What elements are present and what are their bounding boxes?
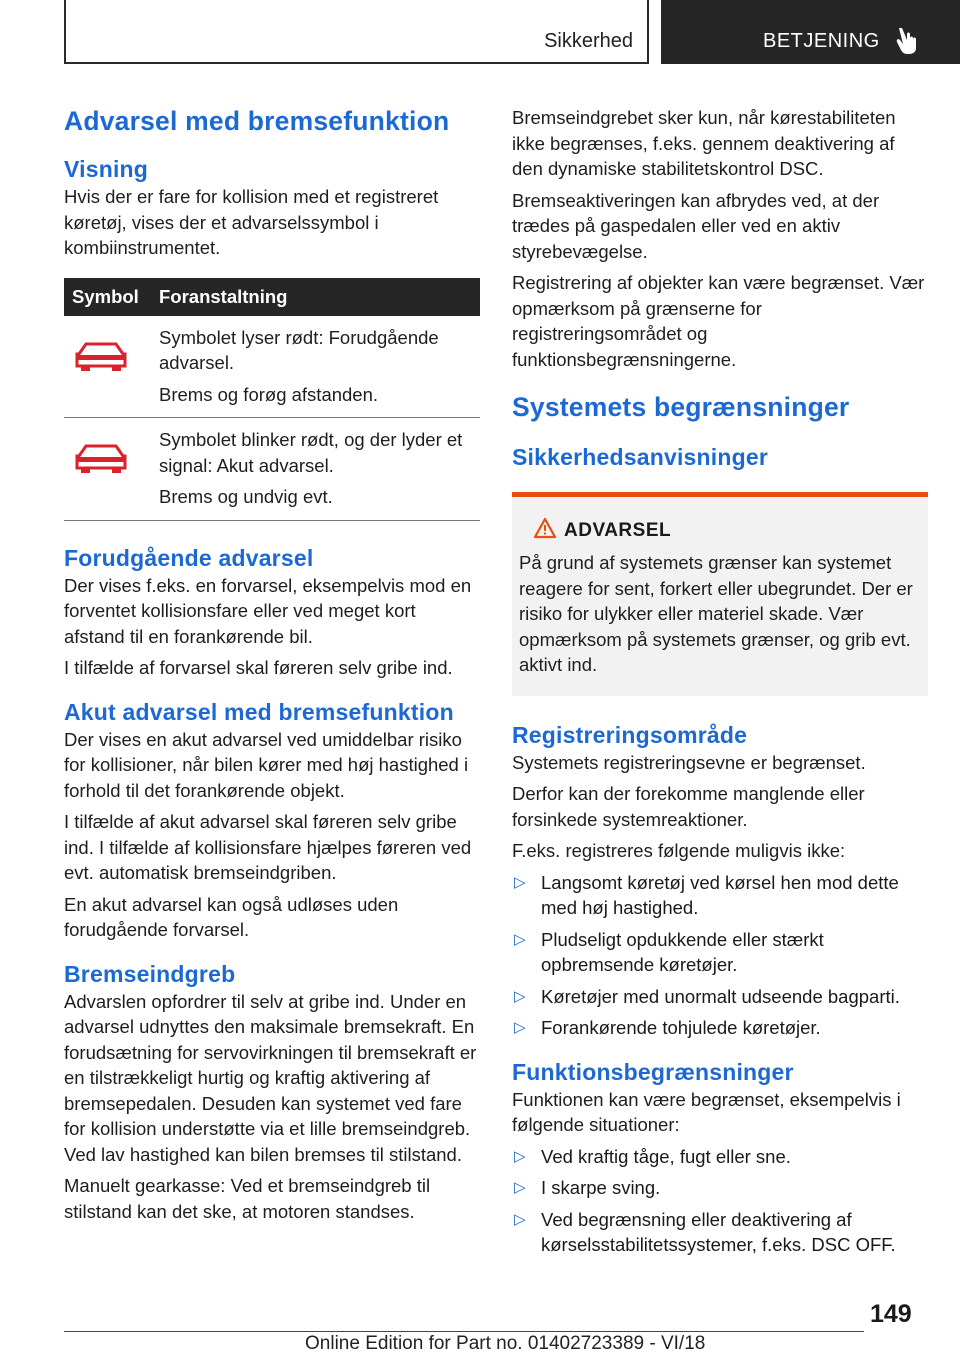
table-header-symbol: Symbol: [72, 285, 139, 307]
limits-title: Systemets begrænsninger: [512, 392, 850, 422]
page-title: Advarsel med bremsefunktion: [64, 106, 450, 136]
header-chapter-title: BETJENING: [763, 30, 880, 52]
bremseindgreb-p1: Advarslen opfordrer til selv at gribe ind. Under en advarsel udnyttes den maksimale bremsekraft. En forudsætning for servovirkningen til bremsekraft er en tilstrækkeligt hurtig og kraftig aktivering af bremsepedalen. Desuden kan systemet ved fare for kollision understøtte via et lille bremseindgreb. Ved lav hastighed kan bilen bremses til stilstand.: [64, 990, 477, 1165]
pointing-hand-icon: [895, 26, 921, 56]
list-item: ▷ Pludseligt opdukkende eller stærkt opbremsende køretøjer.: [514, 928, 824, 975]
right-column: [512, 98, 928, 1258]
table-header: [64, 278, 480, 316]
list-item: ▷ Forankørende tohjulede køretøjer.: [514, 1017, 821, 1038]
list-item: ▷ Ved kraftig tåge, fugt eller sne.: [514, 1145, 791, 1167]
forudgaaende-p1: Der vises f.eks. en forvarsel, eksempelvis mod en forventet kollisionsfare eller ved meget kort afstand til en forankørende bil.: [64, 574, 472, 647]
bremseindgreb-p2: Manuelt gearkasse: Ved et bremseindgreb til stilstand kan det ske, at motoren standses.: [64, 1175, 431, 1222]
registrering-p3: F.eks. registreres følgende muligvis ikke:: [512, 840, 846, 861]
registrering-p1: Systemets registreringsevne er begrænset.: [512, 751, 866, 773]
funktion-list: [512, 1144, 928, 1258]
list-item: ▷ I skarpe sving.: [514, 1177, 661, 1198]
left-column: [64, 98, 480, 1224]
header-chapter-tab: [661, 0, 960, 64]
akut-p1: Der vises en akut advarsel ved umiddelbar risiko for kollisioner, når bilen kører med høj hastighed i forhold til det forankørende objekt.: [64, 728, 469, 801]
funktion-p1: Funktionen kan være begrænset, eksempelvis i følgende situationer:: [512, 1088, 901, 1135]
symbol-table: [64, 278, 480, 521]
page-number: 149: [870, 1300, 912, 1328]
table-header-action: Foranstaltning: [159, 285, 288, 307]
heading-akut: Akut advarsel med bremsefunktion: [64, 698, 454, 725]
heading-bremseindgreb: Bremseindgreb: [64, 960, 236, 987]
right-p1: Bremseindgrebet sker kun, når kørestabiliteten ikke begrænses, f.eks. gennem deaktivering af den dynamiske stabilitetskontrol DSC.: [512, 107, 896, 179]
row1-line1: Symbolet lyser rødt: Forudgående advarsel.: [159, 326, 439, 373]
car-warning-icon: [74, 340, 128, 374]
akut-p2: I tilfælde af akut advarsel skal føreren selv gribe ind. I tilfælde af kollisionsfare hjælpes føreren ved evt. automatisk bremseindgriben.: [64, 811, 472, 883]
forudgaaende-p2: I tilfælde af forvarsel skal føreren selv gribe ind.: [64, 657, 453, 678]
warning-box: [512, 492, 928, 696]
list-item: ▷ Køretøjer med unormalt udseende bagparti.: [514, 985, 900, 1007]
table-row: [64, 418, 480, 521]
heading-visning: Visning: [64, 156, 149, 182]
row2-line1: Symbolet blinker rødt, og der lyder et signal: Akut advarsel.: [159, 429, 463, 476]
warning-triangle-icon: [533, 517, 557, 539]
row1-line2: Brems og forøg afstanden.: [159, 383, 379, 405]
right-p2: Bremseaktiveringen kan afbrydes ved, at der trædes på gaspedalen eller ved en aktiv styrebevægelse.: [512, 189, 880, 262]
header-section-title: Sikkerhed: [544, 30, 633, 52]
akut-p3: En akut advarsel kan også udløses uden forudgående forvarsel.: [64, 893, 399, 940]
registrering-list: [512, 870, 928, 1041]
right-p3: Registrering af objekter kan være begrænset. Vær opmærksom på grænserne for registreringsområdet og funktionsbegrænsningerne.: [512, 272, 925, 370]
heading-forudgaaende: Forudgående advarsel: [64, 544, 314, 571]
list-item: ▷ Langsomt køretøj ved kørsel hen mod dette med høj hastighed.: [514, 871, 899, 918]
table-row: [64, 316, 480, 419]
registrering-p2: Derfor kan der forekomme manglende eller forsinkede systemreaktioner.: [512, 783, 865, 830]
header-section-tab: [64, 0, 649, 64]
warning-text: På grund af systemets grænser kan systemet reagere for sent, forkert eller ubegrundet. Der er risiko for ulykker eller materiel skade. Vær opmærksom på systemets grænser, og grib evt. aktivt ind.: [519, 552, 913, 675]
car-warning-icon: [74, 442, 128, 476]
footer-divider: [64, 1331, 864, 1332]
heading-registrering: Registreringsområde: [512, 721, 748, 748]
visning-text: Hvis der er fare for kollision med et registreret køretøj, vises der et advarselssymbol i kombiinstrumentet.: [64, 186, 439, 258]
warning-title: ADVARSEL: [564, 520, 672, 541]
heading-safety: Sikkerhedsanvisninger: [512, 444, 769, 470]
row2-line2: Brems og undvig evt.: [159, 486, 333, 507]
footer-edition: Online Edition for Part no. 01402723389 - VI/18: [305, 1333, 706, 1354]
heading-funktion: Funktionsbegrænsninger: [512, 1058, 794, 1085]
list-item: ▷ Ved begrænsning eller deaktivering af kørselsstabilitetssystemer, f.eks. DSC OFF.: [514, 1208, 896, 1255]
